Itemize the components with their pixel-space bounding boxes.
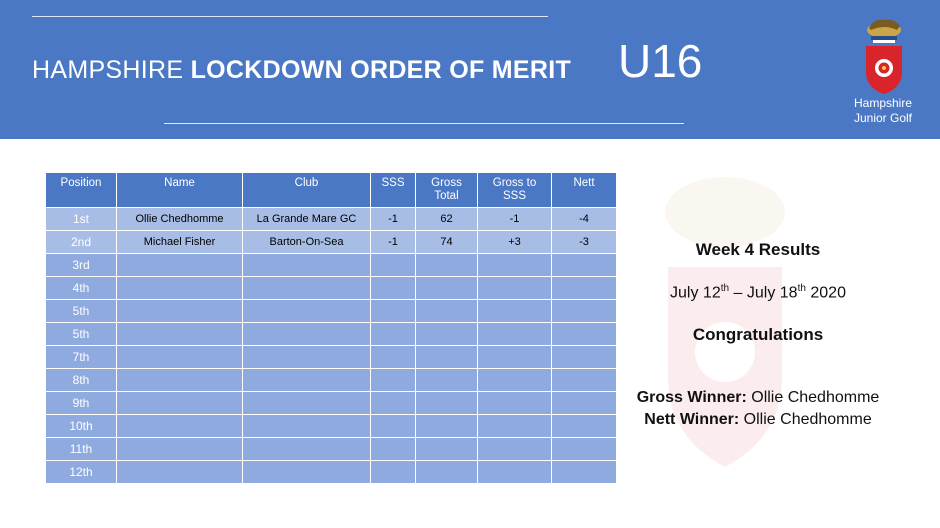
table-row [46, 254, 617, 277]
cell-nett: -3 [552, 231, 617, 254]
table-row [46, 369, 617, 392]
cell-gross-total [416, 254, 478, 277]
table-row [46, 323, 617, 346]
date-end-suffix: th [797, 283, 806, 294]
page-title [32, 56, 571, 85]
cell-sss [371, 438, 416, 461]
cell-nett [552, 415, 617, 438]
cell-gross-to-sss [478, 369, 552, 392]
table-row [46, 461, 617, 484]
cell-nett [552, 369, 617, 392]
table-row [46, 300, 617, 323]
logo-text [838, 96, 928, 126]
date-end: July 18 [746, 284, 798, 302]
cell-sss: -1 [371, 231, 416, 254]
header-divider-bottom [164, 123, 684, 124]
cell-gross-total [416, 277, 478, 300]
cell-name [117, 277, 243, 300]
header-divider-top [32, 16, 548, 17]
nett-winner [608, 411, 908, 429]
cell-club [243, 300, 371, 323]
date-separator: – [729, 284, 747, 302]
cell-gross-total [416, 300, 478, 323]
cell-name [117, 346, 243, 369]
cell-gross-to-sss: -1 [478, 208, 552, 231]
cell-position: 4th [46, 277, 117, 300]
cell-position: 5th [46, 300, 117, 323]
date-start-suffix: th [720, 283, 730, 294]
cell-position: 11th [46, 438, 117, 461]
cell-name [117, 323, 243, 346]
cell-nett [552, 323, 617, 346]
title-light: HAMPSHIRE [32, 56, 191, 84]
table-row [46, 346, 617, 369]
col-header-gross-total: Gross Total [416, 173, 478, 208]
table-row [46, 392, 617, 415]
cell-sss: -1 [371, 208, 416, 231]
date-range [608, 283, 908, 302]
cell-position: 7th [46, 346, 117, 369]
table-row [46, 415, 617, 438]
date-start: July 12 [670, 284, 721, 302]
gross-winner [608, 389, 908, 407]
cell-name [117, 461, 243, 484]
cell-club [243, 323, 371, 346]
col-header-gross-to-sss: Gross to SSS [478, 173, 552, 208]
cell-gross-to-sss [478, 323, 552, 346]
cell-nett [552, 461, 617, 484]
cell-name [117, 438, 243, 461]
cell-gross-total [416, 369, 478, 392]
cell-gross-total [416, 438, 478, 461]
category-label: U16 [618, 35, 703, 87]
col-header-name: Name [117, 173, 243, 208]
cell-name: Ollie Chedhomme [117, 208, 243, 231]
cell-club [243, 415, 371, 438]
cell-club [243, 461, 371, 484]
col-header-sss: SSS [371, 173, 416, 208]
cell-nett [552, 346, 617, 369]
cell-gross-to-sss [478, 461, 552, 484]
cell-sss [371, 392, 416, 415]
cell-name [117, 392, 243, 415]
table-row [46, 438, 617, 461]
table-header-row [46, 173, 617, 208]
date-year: 2020 [805, 284, 846, 302]
cell-sss [371, 369, 416, 392]
table-row [46, 277, 617, 300]
cell-gross-total [416, 392, 478, 415]
cell-position: 10th [46, 415, 117, 438]
cell-position: 8th [46, 369, 117, 392]
cell-nett: -4 [552, 208, 617, 231]
cell-sss [371, 254, 416, 277]
logo-line-2: Junior Golf [853, 111, 913, 125]
cell-gross-total [416, 323, 478, 346]
cell-club: La Grande Mare GC [243, 208, 371, 231]
col-header-club: Club [243, 173, 371, 208]
cell-gross-total: 62 [416, 208, 478, 231]
cell-club [243, 369, 371, 392]
cell-position: 1st [46, 208, 117, 231]
congratulations-heading: Congratulations [692, 325, 824, 344]
col-header-nett: Nett [552, 173, 617, 208]
cell-club: Barton-On-Sea [243, 231, 371, 254]
cell-nett [552, 300, 617, 323]
cell-gross-total [416, 346, 478, 369]
cell-nett [552, 392, 617, 415]
cell-club [243, 277, 371, 300]
cell-name: Michael Fisher [117, 231, 243, 254]
col-header-position: Position [46, 173, 117, 208]
gross-winner-name: Ollie Chedhomme [746, 389, 880, 406]
title-bold: LOCKDOWN ORDER OF MERIT [190, 56, 572, 84]
nett-winner-label: Nett Winner: [644, 411, 740, 428]
order-of-merit-table [45, 172, 617, 484]
cell-position: 9th [46, 392, 117, 415]
cell-gross-to-sss: +3 [478, 231, 552, 254]
cell-name [117, 415, 243, 438]
header-banner [0, 0, 940, 139]
table-row [46, 208, 617, 231]
cell-sss [371, 461, 416, 484]
cell-sss [371, 323, 416, 346]
cell-gross-total: 74 [416, 231, 478, 254]
cell-name [117, 254, 243, 277]
cell-nett [552, 438, 617, 461]
cell-position: 2nd [46, 231, 117, 254]
cell-club [243, 438, 371, 461]
cell-position: 5th [46, 323, 117, 346]
cell-gross-to-sss [478, 438, 552, 461]
cell-gross-to-sss [478, 300, 552, 323]
cell-club [243, 392, 371, 415]
cell-gross-to-sss [478, 346, 552, 369]
cell-sss [371, 277, 416, 300]
cell-nett [552, 254, 617, 277]
table-row [46, 231, 617, 254]
cell-sss [371, 415, 416, 438]
cell-gross-total [416, 461, 478, 484]
cell-name [117, 369, 243, 392]
cell-gross-to-sss [478, 392, 552, 415]
cell-club [243, 346, 371, 369]
cell-nett [552, 277, 617, 300]
cell-sss [371, 346, 416, 369]
cell-name [117, 300, 243, 323]
cell-position: 12th [46, 461, 117, 484]
cell-gross-to-sss [478, 415, 552, 438]
cell-sss [371, 300, 416, 323]
cell-gross-to-sss [478, 277, 552, 300]
cell-position: 3rd [46, 254, 117, 277]
logo-line-1: Hampshire [853, 96, 913, 110]
week-heading: Week 4 Results [695, 240, 821, 259]
cell-gross-to-sss [478, 254, 552, 277]
cell-gross-total [416, 415, 478, 438]
nett-winner-name: Ollie Chedhomme [739, 411, 872, 428]
gross-winner-label: Gross Winner: [636, 389, 747, 406]
cell-club [243, 254, 371, 277]
